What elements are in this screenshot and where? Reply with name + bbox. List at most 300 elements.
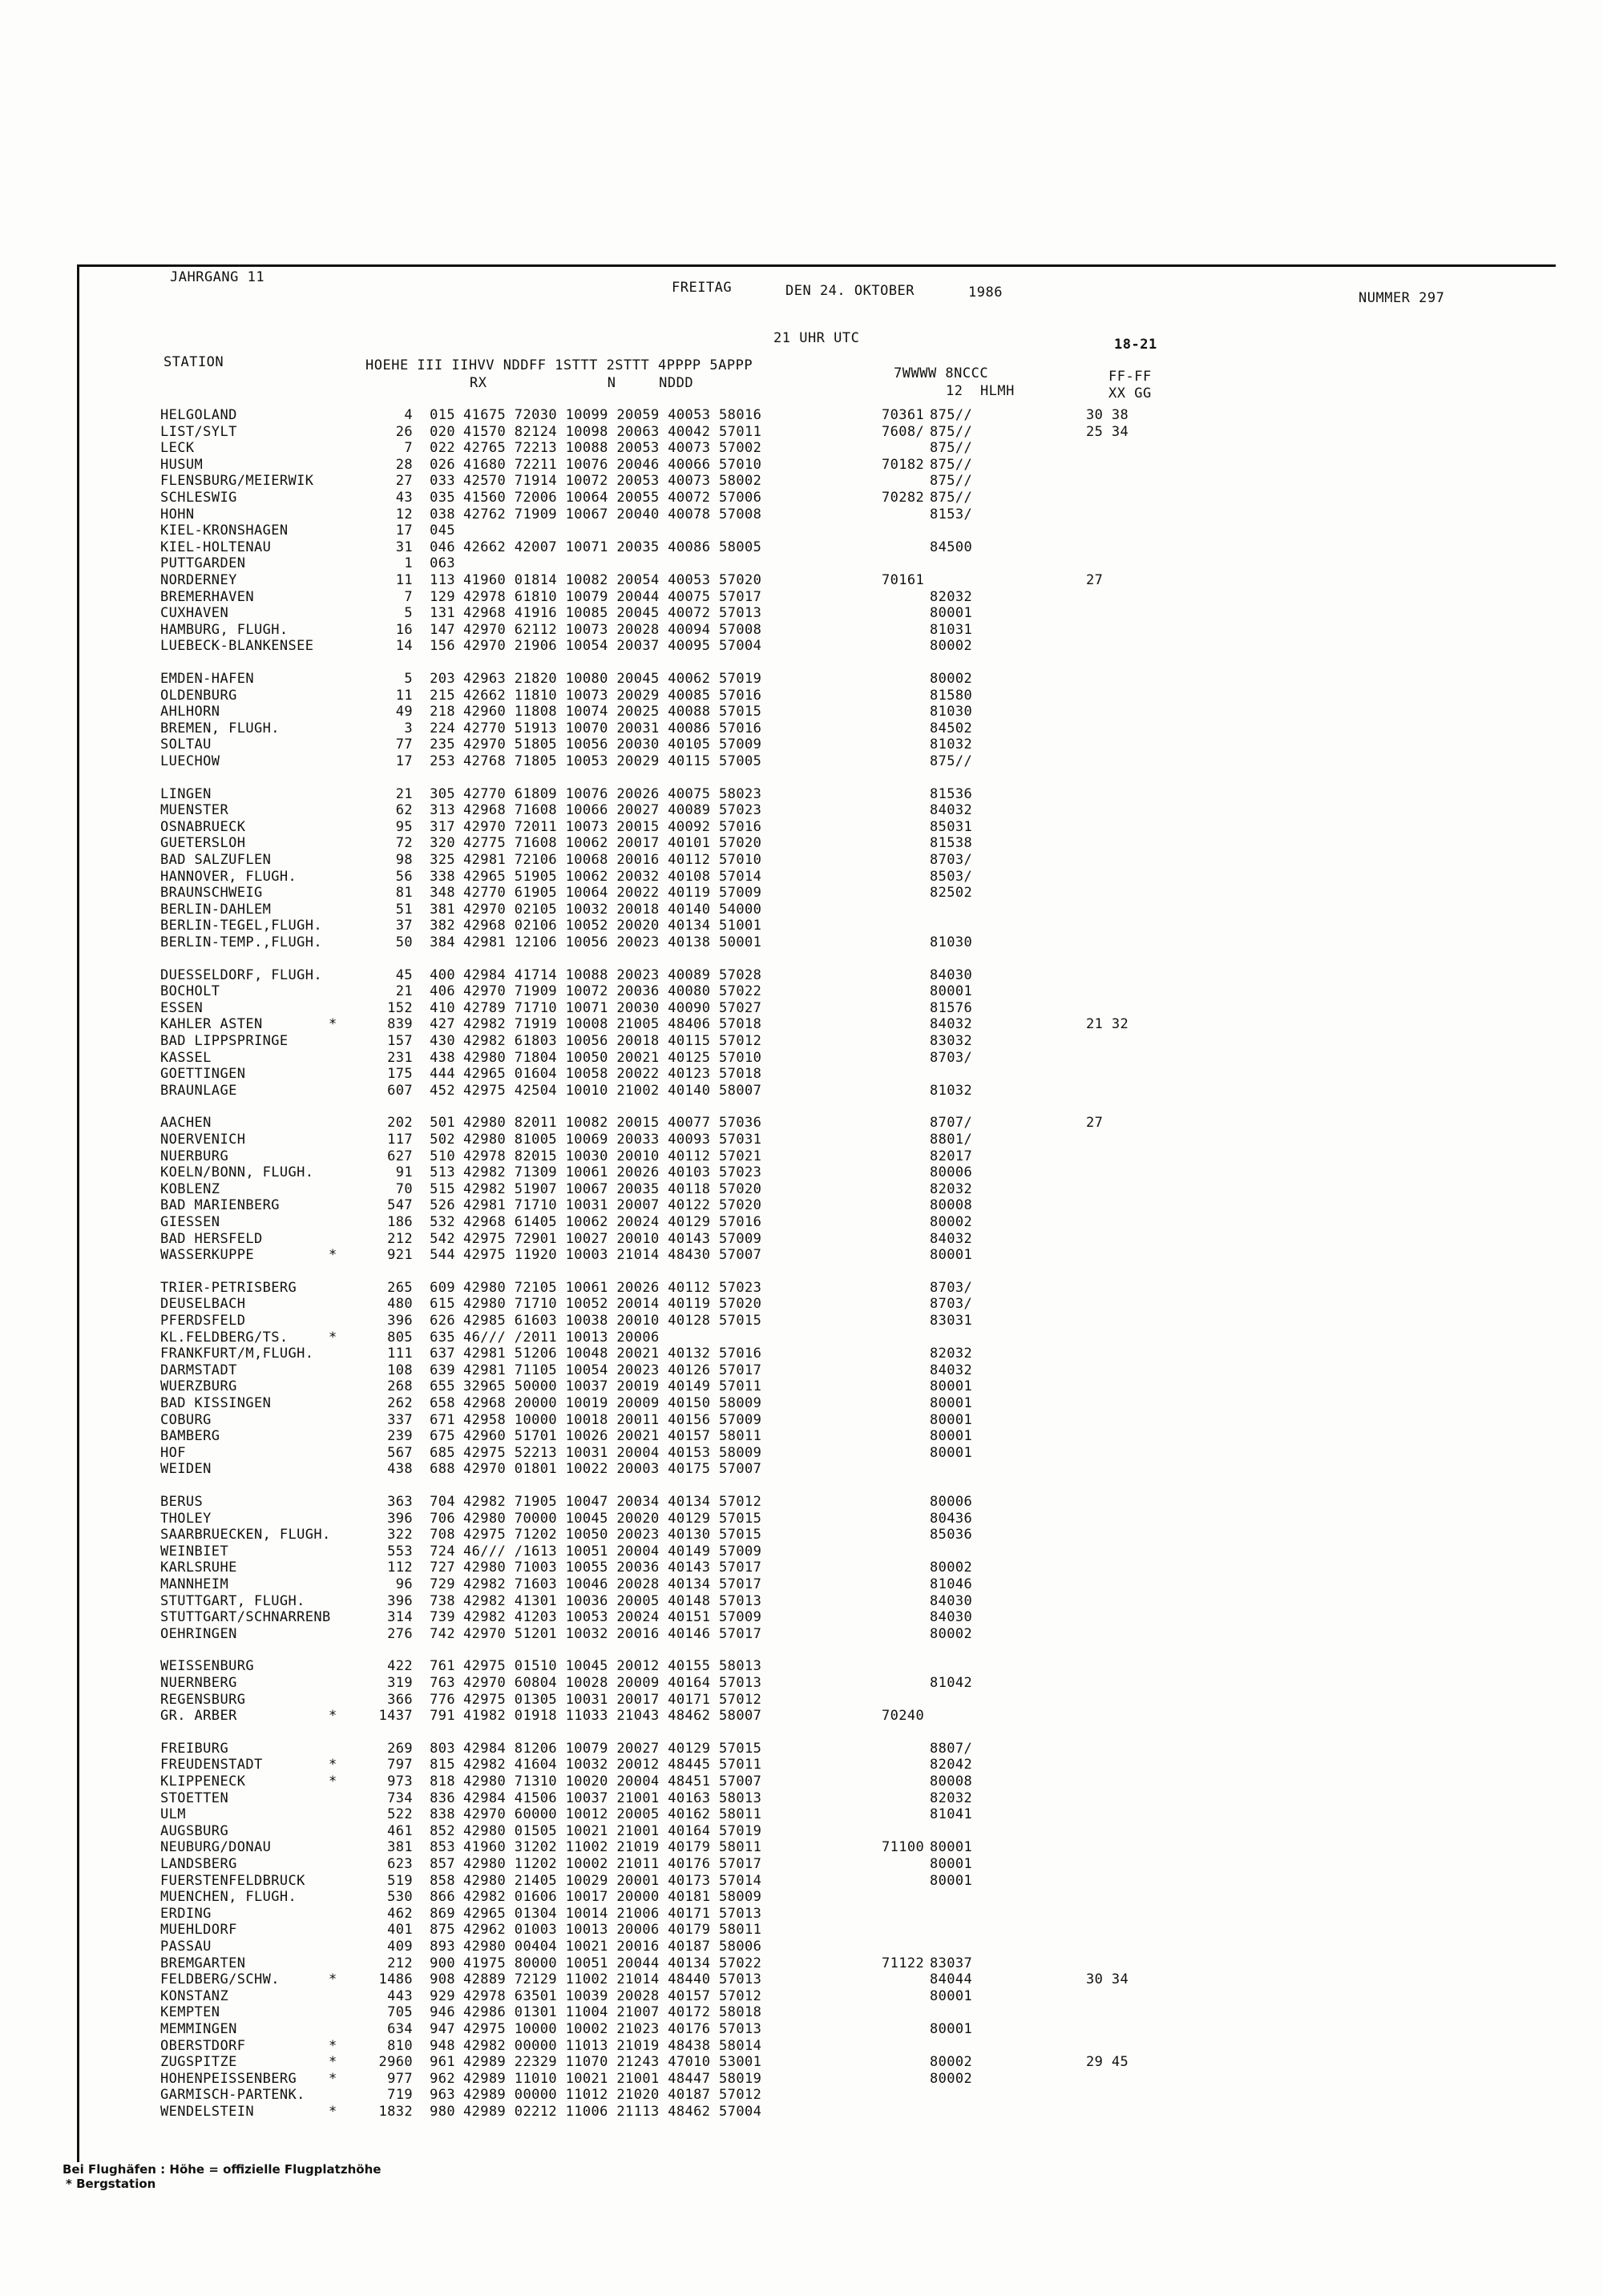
- cloud-group: 875//: [930, 423, 973, 440]
- station-id: 427: [430, 1016, 455, 1033]
- station-height: 17: [395, 753, 413, 769]
- table-row: [0, 424, 1603, 440]
- cloud-group: 80002: [930, 2070, 973, 2087]
- station-name: HANNOVER, FLUGH.: [160, 868, 297, 885]
- table-row: [0, 983, 1603, 999]
- station-name: DARMSTADT: [160, 1362, 237, 1378]
- table-row: [0, 1939, 1603, 1955]
- table-row: [0, 473, 1603, 489]
- station-height: 70: [395, 1180, 413, 1197]
- station-id: 348: [430, 885, 455, 902]
- station-height: 16: [395, 621, 413, 638]
- station-height: 547: [387, 1197, 413, 1214]
- cloud-group: 80008: [930, 1197, 973, 1214]
- weather-group: 70240: [882, 1708, 925, 1725]
- table-row: [0, 819, 1603, 835]
- station-id: 704: [430, 1494, 455, 1510]
- station-id: 908: [430, 1971, 455, 1988]
- table-row: [0, 1823, 1603, 1839]
- table-row: [0, 1527, 1603, 1543]
- cloud-group: 80008: [930, 1773, 973, 1790]
- table-row: [0, 555, 1603, 571]
- observation-groups: 42958 10000 10018 20011 40156 57009: [463, 1411, 762, 1428]
- station-name: LUECHOW: [160, 753, 220, 769]
- station-name: NORDERNEY: [160, 572, 237, 588]
- station-id: 382: [430, 918, 455, 934]
- station-height: 51: [395, 901, 413, 918]
- observation-groups: 42989 00000 11012 21020 40187 57012: [463, 2087, 762, 2104]
- station-height: 81: [395, 885, 413, 902]
- cloud-group: 875//: [930, 440, 973, 457]
- observation-groups: 42789 71710 10071 20030 40090 57027: [463, 999, 762, 1016]
- observation-groups: 42982 41203 10053 20024 40151 57009: [463, 1609, 762, 1626]
- cloud-group: 80002: [930, 1560, 973, 1576]
- cloud-group: 84032: [930, 1016, 973, 1033]
- station-height: 314: [387, 1609, 413, 1626]
- cloud-group: 84030: [930, 966, 973, 983]
- station-name: DEUSELBACH: [160, 1296, 246, 1313]
- cloud-group: 84044: [930, 1971, 973, 1988]
- station-height: 363: [387, 1494, 413, 1510]
- cloud-group: 80002: [930, 1625, 973, 1642]
- station-name: GIESSEN: [160, 1214, 220, 1230]
- cloud-group: 85036: [930, 1527, 973, 1543]
- observation-groups: 42963 21820 10080 20045 40062 57019: [463, 671, 762, 687]
- cloud-group: 81030: [930, 704, 973, 720]
- observation-groups: 41982 01918 11033 21043 48462 58007: [463, 1708, 762, 1725]
- cloud-group: 81032: [930, 1082, 973, 1099]
- station-height: 1: [404, 555, 413, 572]
- station-id: 727: [430, 1560, 455, 1576]
- cloud-group: 84032: [930, 802, 973, 819]
- observation-groups: 42975 72901 10027 20010 40143 57009: [463, 1230, 762, 1247]
- station-id: 253: [430, 753, 455, 769]
- station-id: 655: [430, 1378, 455, 1395]
- station-id: 609: [430, 1279, 455, 1296]
- cloud-group: 80001: [930, 1247, 973, 1264]
- table-row: [0, 1708, 1603, 1724]
- station-height: 1437: [378, 1708, 413, 1725]
- table-row: [0, 1296, 1603, 1312]
- observation-groups: 42980 71804 10050 20021 40125 57010: [463, 1049, 762, 1066]
- station-id: 742: [430, 1625, 455, 1642]
- station-id: 502: [430, 1132, 455, 1148]
- observation-groups: 42982 71603 10046 20028 40134 57017: [463, 1576, 762, 1592]
- table-row: [0, 786, 1603, 802]
- table-row: [0, 1626, 1603, 1642]
- observation-groups: 42970 02105 10032 20018 40140 54000: [463, 901, 762, 918]
- station-id: 156: [430, 638, 455, 655]
- cloud-group: 8703/: [930, 1279, 973, 1296]
- station-height: 519: [387, 1872, 413, 1889]
- station-name: MUENSTER: [160, 802, 229, 819]
- station-id: 510: [430, 1148, 455, 1164]
- station-name: BOCHOLT: [160, 983, 220, 1000]
- station-id: 708: [430, 1527, 455, 1543]
- station-name: BREMGARTEN: [160, 1955, 246, 1971]
- observation-groups: 41960 01814 10082 20054 40053 57020: [463, 572, 762, 588]
- mountain-marker: *: [329, 2054, 337, 2071]
- mountain-marker: *: [329, 1757, 337, 1773]
- table-row: [0, 1593, 1603, 1609]
- table-row: [0, 934, 1603, 950]
- table-row: [0, 1330, 1603, 1346]
- station-height: 96: [395, 1576, 413, 1592]
- station-name: STUTTGART, FLUGH.: [160, 1592, 305, 1609]
- table-row: [0, 753, 1603, 769]
- cloud-group: 81030: [930, 934, 973, 950]
- table-row: [0, 1346, 1603, 1362]
- observation-groups: 42968 41916 10085 20045 40072 57013: [463, 605, 762, 622]
- weather-group: 70182: [882, 456, 925, 473]
- station-height: 91: [395, 1164, 413, 1181]
- station-id: 739: [430, 1609, 455, 1626]
- table-row: [0, 1362, 1603, 1378]
- station-name: AACHEN: [160, 1115, 212, 1132]
- station-name: PUTTGARDEN: [160, 555, 246, 572]
- cloud-group: 875//: [930, 473, 973, 490]
- station-name: BREMEN, FLUGH.: [160, 720, 280, 736]
- table-row: [0, 1197, 1603, 1213]
- station-id: 203: [430, 671, 455, 687]
- table-row: [0, 1790, 1603, 1806]
- utc-label: 21 UHR UTC: [773, 330, 860, 346]
- table-row: [0, 1214, 1603, 1230]
- cloud-group: 8807/: [930, 1740, 973, 1757]
- station-height: 396: [387, 1592, 413, 1609]
- date: DEN 24. OKTOBER: [785, 283, 915, 299]
- cloud-group: 80001: [930, 1856, 973, 1872]
- wind-gust: 29 45: [1086, 2054, 1129, 2071]
- station-id: 929: [430, 1987, 455, 2004]
- table-row: [0, 2004, 1603, 2020]
- station-id: 948: [430, 2037, 455, 2054]
- station-height: 56: [395, 868, 413, 885]
- station-id: 685: [430, 1444, 455, 1461]
- table-row: [0, 918, 1603, 934]
- cloud-group: 84030: [930, 1609, 973, 1626]
- observation-groups: 42968 71608 10066 20027 40089 57023: [463, 802, 762, 819]
- station-height: 17: [395, 523, 413, 539]
- station-name: BAD MARIENBERG: [160, 1197, 280, 1214]
- station-name: STUTTGART/SCHNARRENB: [160, 1609, 331, 1626]
- station-height: 49: [395, 704, 413, 720]
- cloud-group: 8801/: [930, 1132, 973, 1148]
- table-row: [0, 1412, 1603, 1428]
- station-height: 530: [387, 1889, 413, 1906]
- table-row: [0, 802, 1603, 818]
- table-row: [0, 2104, 1603, 2120]
- station-height: 239: [387, 1428, 413, 1445]
- observation-groups: 42982 51907 10067 20035 40118 57020: [463, 1180, 762, 1197]
- station-name: KOELN/BONN, FLUGH.: [160, 1164, 314, 1181]
- observation-groups: 42982 01606 10017 20000 40181 58009: [463, 1889, 762, 1906]
- station-name: GARMISCH-PARTENK.: [160, 2087, 305, 2104]
- table-row: [0, 2021, 1603, 2037]
- table-row: [0, 605, 1603, 621]
- table-row: [0, 1494, 1603, 1510]
- station-height: 396: [387, 1510, 413, 1527]
- station-name: OEHRINGEN: [160, 1625, 237, 1642]
- station-id: 761: [430, 1658, 455, 1675]
- cloud-group: 80001: [930, 2021, 973, 2037]
- station-id: 026: [430, 456, 455, 473]
- station-height: 319: [387, 1675, 413, 1691]
- window-label: 18-21: [1114, 337, 1157, 353]
- station-height: 839: [387, 1016, 413, 1033]
- observation-groups: 42975 01510 10045 20012 40155 58013: [463, 1658, 762, 1675]
- observation-groups: 42985 61603 10038 20010 40128 57015: [463, 1313, 762, 1329]
- cloud-group: 81046: [930, 1576, 973, 1592]
- weather-group: 71100: [882, 1839, 925, 1856]
- station-id: 544: [430, 1247, 455, 1264]
- station-id: 963: [430, 2087, 455, 2104]
- station-id: 015: [430, 407, 455, 423]
- table-row: [0, 523, 1603, 539]
- station-id: 020: [430, 423, 455, 440]
- station-height: 152: [387, 999, 413, 1016]
- station-name: AUGSBURG: [160, 1822, 229, 1839]
- station-id: 033: [430, 473, 455, 490]
- station-height: 4: [404, 407, 413, 423]
- station-id: 893: [430, 1939, 455, 1955]
- cloud-group: 875//: [930, 753, 973, 769]
- station-id: 803: [430, 1740, 455, 1757]
- station-name: BRAUNSCHWEIG: [160, 885, 263, 902]
- observation-groups: 42982 00000 11013 21019 48438 58014: [463, 2037, 762, 2054]
- table-row: [0, 1955, 1603, 1971]
- table-row: [0, 1576, 1603, 1592]
- station-height: 37: [395, 918, 413, 934]
- cloud-group: 80001: [930, 1444, 973, 1461]
- cloud-group: 81536: [930, 785, 973, 802]
- station-name: HOF: [160, 1444, 186, 1461]
- table-row: [0, 457, 1603, 473]
- observation-groups: 42975 42504 10010 21002 40140 58007: [463, 1082, 762, 1099]
- table-row: [0, 1560, 1603, 1576]
- table-row: [0, 1231, 1603, 1247]
- station-id: 305: [430, 785, 455, 802]
- group-columns-subheader: 12 HLMH: [946, 383, 1015, 399]
- station-height: 21: [395, 983, 413, 1000]
- observation-groups: 42984 41714 10088 20023 40089 57028: [463, 966, 762, 983]
- observation-groups: 42965 01304 10014 21006 40171 57013: [463, 1905, 762, 1922]
- observation-groups: 42770 51913 10070 20031 40086 57016: [463, 720, 762, 736]
- table-row: [0, 967, 1603, 983]
- station-height: 443: [387, 1987, 413, 2004]
- mountain-marker: *: [329, 1971, 337, 1988]
- weather-group: 71122: [882, 1955, 925, 1971]
- cloud-group: 81576: [930, 999, 973, 1016]
- station-id: 675: [430, 1428, 455, 1445]
- table-row: [0, 1543, 1603, 1560]
- station-name: FLENSBURG/MEIERWIK: [160, 473, 314, 490]
- station-height: 43: [395, 490, 413, 506]
- table-row: [0, 2038, 1603, 2054]
- station-height: 262: [387, 1395, 413, 1411]
- jahrgang: JAHRGANG 11: [170, 269, 265, 285]
- wind-subheader: XX GG: [1108, 385, 1152, 401]
- wind-gust: 27: [1086, 572, 1104, 588]
- station-id: 869: [430, 1905, 455, 1922]
- table-row: [0, 407, 1603, 423]
- observation-groups: 46/// /2011 10013 20006: [463, 1329, 660, 1346]
- station-id: 763: [430, 1675, 455, 1691]
- cloud-group: 84502: [930, 720, 973, 736]
- table-row: [0, 1461, 1603, 1477]
- station-id: 724: [430, 1543, 455, 1560]
- observation-groups: 42762 71909 10067 20040 40078 57008: [463, 506, 762, 523]
- cloud-group: 82032: [930, 1790, 973, 1806]
- station-name: SCHLESWIG: [160, 490, 237, 506]
- station-name: DUESSELDORF, FLUGH.: [160, 966, 323, 983]
- cloud-group: 83032: [930, 1033, 973, 1049]
- table-row: [0, 1395, 1603, 1411]
- observation-groups: 41975 80000 10051 20044 40134 57022: [463, 1955, 762, 1971]
- cloud-group: 8703/: [930, 852, 973, 868]
- mountain-marker: *: [329, 1773, 337, 1790]
- station-height: 480: [387, 1296, 413, 1313]
- station-id: 147: [430, 621, 455, 638]
- station-name: BERLIN-DAHLEM: [160, 901, 272, 918]
- cloud-group: 82042: [930, 1757, 973, 1773]
- observation-groups: 42981 12106 10056 20023 40138 50001: [463, 934, 762, 950]
- observation-groups: 41675 72030 10099 20059 40053 58016: [463, 407, 762, 423]
- station-name: BAD LIPPSPRINGE: [160, 1033, 289, 1049]
- cloud-group: 80001: [930, 983, 973, 1000]
- station-name: STOETTEN: [160, 1790, 229, 1806]
- station-id: 658: [430, 1395, 455, 1411]
- cloud-group: 80001: [930, 1987, 973, 2004]
- station-id: 430: [430, 1033, 455, 1049]
- table-row: [0, 852, 1603, 868]
- station-name: WEINBIET: [160, 1543, 229, 1560]
- station-name: BAMBERG: [160, 1428, 220, 1445]
- cloud-group: 81538: [930, 835, 973, 852]
- station-height: 366: [387, 1691, 413, 1708]
- table-row: [0, 589, 1603, 605]
- station-height: 12: [395, 506, 413, 523]
- table-row: [0, 1889, 1603, 1905]
- station-id: 980: [430, 2104, 455, 2120]
- observation-groups: 42970 51201 10032 20016 40146 57017: [463, 1625, 762, 1642]
- station-id: 857: [430, 1856, 455, 1872]
- station-id: 224: [430, 720, 455, 736]
- station-name: GUETERSLOH: [160, 835, 246, 852]
- wind-gust: 30 38: [1086, 407, 1129, 423]
- station-id: 639: [430, 1362, 455, 1378]
- station-name: LANDSBERG: [160, 1856, 237, 1872]
- station-height: 72: [395, 835, 413, 852]
- footnote-airport: Bei Flughäfen : Höhe = offizielle Flugplatzhöhe: [63, 2162, 382, 2177]
- cloud-group: 80002: [930, 1214, 973, 1230]
- station-id: 131: [430, 605, 455, 622]
- table-row: [0, 1692, 1603, 1708]
- station-id: 615: [430, 1296, 455, 1313]
- station-name: KIEL-KRONSHAGEN: [160, 523, 289, 539]
- station-name: ERDING: [160, 1905, 212, 1922]
- station-height: 1486: [378, 1971, 413, 1988]
- observation-groups: 42975 10000 10002 21023 40176 57013: [463, 2021, 762, 2037]
- station-header: STATION: [164, 354, 224, 370]
- station-name: MANNHEIM: [160, 1576, 229, 1592]
- station-id: 875: [430, 1922, 455, 1939]
- station-name: BERLIN-TEMP.,FLUGH.: [160, 934, 323, 950]
- weather-group: 7608/: [882, 423, 925, 440]
- station-height: 381: [387, 1839, 413, 1856]
- observation-groups: 42978 82015 10030 20010 40112 57021: [463, 1148, 762, 1164]
- observation-groups: 42570 71914 10072 20053 40073 58002: [463, 473, 762, 490]
- cloud-group: 80006: [930, 1494, 973, 1510]
- station-height: 212: [387, 1955, 413, 1971]
- station-id: 235: [430, 736, 455, 753]
- station-id: 406: [430, 983, 455, 1000]
- observation-groups: 42980 81005 10069 20033 40093 57031: [463, 1132, 762, 1148]
- cloud-group: 8503/: [930, 868, 973, 885]
- station-name: OSNABRUECK: [160, 818, 246, 835]
- table-row: [0, 1247, 1603, 1263]
- observation-groups: 42982 41604 10032 20012 48445 57011: [463, 1757, 762, 1773]
- station-id: 866: [430, 1889, 455, 1906]
- station-height: 117: [387, 1132, 413, 1148]
- station-height: 14: [395, 638, 413, 655]
- observation-groups: 42981 72106 10068 20016 40112 57010: [463, 852, 762, 868]
- station-name: NUERBURG: [160, 1148, 229, 1164]
- wind-header: FF-FF: [1108, 369, 1152, 385]
- weather-group: 70161: [882, 572, 925, 588]
- mountain-marker: *: [329, 2104, 337, 2120]
- station-id: 438: [430, 1049, 455, 1066]
- observation-groups: 42982 41301 10036 20005 40148 57013: [463, 1592, 762, 1609]
- station-name: FREUDENSTADT: [160, 1757, 263, 1773]
- cloud-group: 80002: [930, 2054, 973, 2071]
- station-id: 215: [430, 687, 455, 704]
- mountain-marker: *: [329, 1708, 337, 1725]
- observation-groups: 42982 61803 10056 20018 40115 57012: [463, 1033, 762, 1049]
- station-id: 776: [430, 1691, 455, 1708]
- station-name: LINGEN: [160, 785, 212, 802]
- table-row: [0, 638, 1603, 654]
- observation-groups: 42970 60000 10012 20005 40162 58011: [463, 1806, 762, 1823]
- mountain-marker: *: [329, 2070, 337, 2087]
- station-height: 268: [387, 1378, 413, 1395]
- observation-groups: 42984 81206 10079 20027 40129 57015: [463, 1740, 762, 1757]
- station-height: 111: [387, 1346, 413, 1362]
- cloud-group: 81041: [930, 1806, 973, 1823]
- station-name: LIST/SYLT: [160, 423, 237, 440]
- station-name: BAD SALZUFLEN: [160, 852, 272, 868]
- mountain-marker: *: [329, 1247, 337, 1264]
- station-name: TRIER-PETRISBERG: [160, 1279, 297, 1296]
- cloud-group: 80436: [930, 1510, 973, 1527]
- table-row: [0, 2054, 1603, 2070]
- station-name: KAHLER ASTEN: [160, 1016, 263, 1033]
- table-row: [0, 490, 1603, 506]
- station-id: 400: [430, 966, 455, 983]
- station-name: BERLIN-TEGEL,FLUGH.: [160, 918, 323, 934]
- station-name: BRAUNLAGE: [160, 1082, 237, 1099]
- station-id: 947: [430, 2021, 455, 2037]
- station-id: 338: [430, 868, 455, 885]
- station-id: 317: [430, 818, 455, 835]
- station-id: 858: [430, 1872, 455, 1889]
- station-id: 637: [430, 1346, 455, 1362]
- observation-groups: 42980 82011 10082 20015 40077 57036: [463, 1115, 762, 1132]
- observation-groups: 42970 72011 10073 20015 40092 57016: [463, 818, 762, 835]
- station-height: 26: [395, 423, 413, 440]
- table-row: [0, 2087, 1603, 2103]
- station-height: 438: [387, 1461, 413, 1478]
